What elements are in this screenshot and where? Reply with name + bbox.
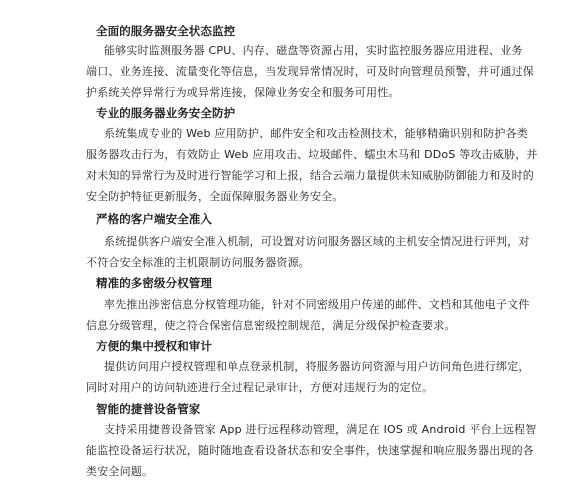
paragraph-line: 端口、业务连接、流量变化等信息，当发现异常情况时，可及时向管理员预警，并可通过保 xyxy=(86,65,534,78)
paragraph-line: 不符合安全标准的主机限制访问服务器资源。 xyxy=(86,256,310,269)
paragraph-line: 信息分级管理，使之符合保密信息密级控制规范，满足分级保护检查要求。 xyxy=(86,319,456,332)
paragraph-line: 系统集成专业的 Web 应用防护、邮件安全和攻击检测技术，能够精确识别和防护各类 xyxy=(104,127,528,140)
paragraph-line: 对未知的异常行为及时进行智能学习和上报，结合云端力量提供未知威胁防御能力和及时的 xyxy=(86,169,534,182)
section-heading: 严格的客户端安全准入 xyxy=(96,212,212,226)
paragraph-line: 提供访问用户授权管理和单点登录机制，将服务器访问资源与用户访问角色进行绑定， xyxy=(104,360,530,373)
section-heading: 智能的捷普设备管家 xyxy=(96,402,201,416)
paragraph-line: 能够实时监测服务器 CPU、内存、磁盘等资源占用，实时监控服务器应用进程、业务 xyxy=(104,44,523,57)
section-heading: 专业的服务器业务安全防护 xyxy=(96,106,236,120)
section-heading: 方便的集中授权和审计 xyxy=(96,339,212,353)
paragraph-line: 同时对用户的访问轨迹进行全过程记录审计，方便对违规行为的定位。 xyxy=(86,381,434,394)
section-heading: 全面的服务器安全状态监控 xyxy=(96,24,236,38)
paragraph-line: 护系统关停异常行为或异常连接，保障业务安全和服务可用性。 xyxy=(86,86,400,99)
paragraph-line: 服务器攻击行为，有效防止 Web 应用攻击、垃圾邮件、蠕虫木马和 DDoS 等攻击威胁，并 xyxy=(86,148,538,161)
paragraph-line: 安全防护特征更新服务，全面保障服务器业务安全。 xyxy=(86,190,344,203)
paragraph-line: 支持采用捷普设备管家 App 进行远程移动管理，满足在 IOS 或 Android 平台上远程智 xyxy=(104,423,537,436)
section-heading: 精准的多密级分权管理 xyxy=(96,276,212,290)
paragraph-line: 能监控设备运行状况，随时随地查看设备状态和安全事件，快速掌握和响应服务器出现的各 xyxy=(86,444,534,457)
paragraph-line: 系统提供客户端安全准入机制，可设置对访问服务器区域的主机安全情况进行评判，对 xyxy=(104,235,530,248)
paragraph-line: 类安全问题。 xyxy=(86,465,154,478)
paragraph-line: 率先推出涉密信息分权管理功能，针对不同密级用户传递的邮件、文档和其他电子文件 xyxy=(104,298,530,311)
